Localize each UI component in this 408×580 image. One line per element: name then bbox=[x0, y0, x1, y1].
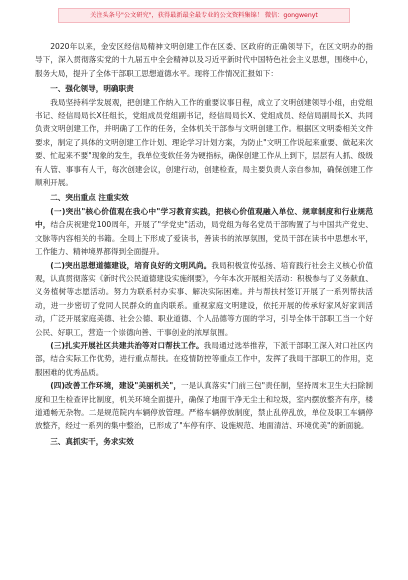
paragraph-text: 2020年以来，金安区经信局精神文明创建工作在区委、区政府的正确领导下，在区文明办的指导下，深入贯彻落实党的十九届五中全会精神以及习近平新时代中国特色社会主义思想，围绕中心，服务大局，提升了全体干部职工思想道德水平。现将工作情况汇报如下： bbox=[35, 42, 373, 78]
paragraph-text: 我局坚持科学发展观，把创建工作纳入工作的重要议事日程，成立了文明创建领导小组，由党组书记、经信局局长Ⅹ任组长，党组成员党组副书记，经信局局长Ⅹ、党组成员、经信局副局长Ⅹ、共同负责文明创建工作，并明确了工作的任务，全体机关干部参与文明创建工作。根据区文明委相关文件要求，制定了具体的文明创建工作计划、理论学习计划方案，为防止"文明工作说起来重要、做起来次要、忙起来不要"现象的发生，我单位变软任务为硬指标，确保创建工作从上到下，层层有人抓、级级有人管、事事有人干，每次创建会议，创建行动，创建检查，局主要负责人亲自参加，确保创建工作顺利开展。 bbox=[35, 97, 373, 188]
paragraph-text: 我局通过选举推荐，下派干部职工深入对口社区内部，结合实际工作优势，进行重点帮扶。在疫情防控等重点工作中，发挥了我局干部职工的作用，克服困难的优秀品质。 bbox=[35, 340, 373, 377]
paragraph-lead: (四)改善工作环境，建设"美丽机关"， bbox=[50, 381, 182, 391]
document-body bbox=[35, 40, 373, 448]
body-paragraph bbox=[35, 379, 373, 433]
body-paragraph bbox=[35, 96, 373, 190]
body-paragraph bbox=[35, 339, 373, 379]
section-heading: 一、强化领导，明确职责 bbox=[50, 84, 134, 94]
section-heading: 二、突出重点 注重实效 bbox=[50, 193, 129, 203]
body-paragraph bbox=[35, 205, 373, 259]
paragraph-text: 结合庆祝建党100周年，开展了"学党史"活动，局党组为每名党员干部购置了与中国共产党史、文脉等内容相关的书籍。全局上下形成了爱读书，善读书的浓厚氛围，党员干部在读书中思想水平，工作能力、精神境界都得到全面提升。 bbox=[35, 220, 374, 257]
paragraph-text: 一是认真落实"门前三包"责任制，坚持周末卫生大扫除制度和卫生检查评比制度，机关环境全面提升，确保了地面干净无尘土和垃圾，室内摆放整齐有序，楼道通畅无杂物。二是规范院内车辆停放管理。严格车辆停放制度，禁止乱停乱放，单位及职工车辆停放整齐，经过一系列的集中整治，已形成了"车停有序、设施规范、地面清洁、环境优美"的新面貌。 bbox=[35, 381, 373, 431]
paragraph-lead: (三)扎实开展社区共建共治等对口帮扶工作。 bbox=[50, 340, 204, 350]
paragraph-lead: (一)突出"核心价值观在我心中"学习教育实践，把核心价值观融入单位、规章制度和行业规范中， bbox=[35, 206, 373, 230]
paragraph-text: 我局积极宣传弘扬、培育践行社会主义核心价值观，认真贯彻落实《新时代公民道德建设实施纲要》，今年本次开展相关活动：积极参与了义务献血、义务植树等志愿活动。努力为联系村办实事、解决实际困难。并与帮扶村签订开展了一系列帮扶活动，进一步密切了党同人民群众的血肉联系。重视家庭文明建设，依托开展的传承好家风好家训活动，广泛开展家庭美德、社会公德、职业道德、个人品德等方面的学习，引导全体干部职工当一个好公民、好职工，营造一个崇德向善、干事创业的浓厚氛围。 bbox=[35, 260, 373, 337]
paragraph-lead: (二)突出思想道德建设，培育良好的文明风尚。 bbox=[50, 260, 212, 270]
body-paragraph bbox=[35, 40, 373, 80]
promo-banner[interactable]: 关注头条号"公文研究"，获得最新最全最专业的公文资料集锦！ 微信：gongwenyt bbox=[58, 8, 350, 23]
section-heading: 三、真抓实干，务求实效 bbox=[50, 436, 134, 446]
body-paragraph bbox=[35, 259, 373, 339]
